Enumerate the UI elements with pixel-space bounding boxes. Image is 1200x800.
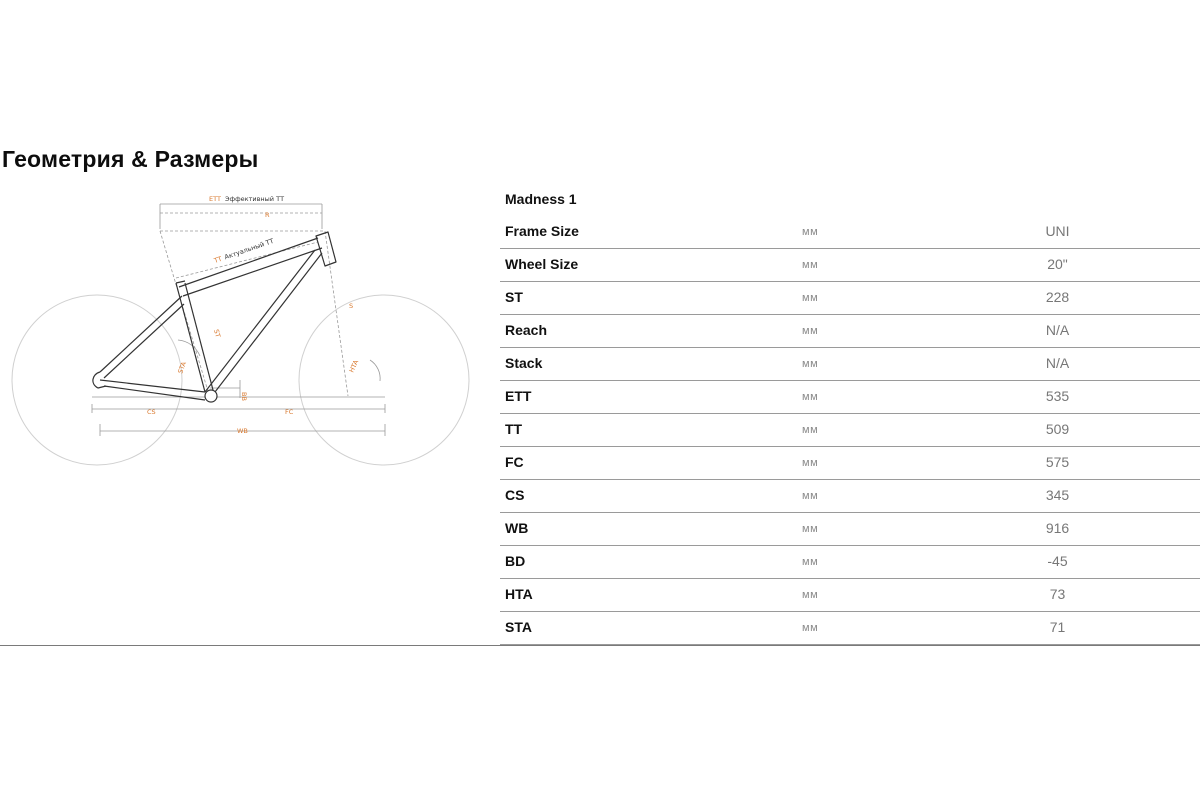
- front-wheel: [299, 295, 469, 465]
- row-value: N/A: [1045, 355, 1070, 371]
- table-row: [500, 579, 1200, 612]
- row-unit: мм: [802, 391, 819, 403]
- row-param-name: HTA: [505, 586, 533, 602]
- row-param-name: ETT: [505, 388, 532, 404]
- row-value: 228: [1045, 289, 1070, 305]
- label-bb: BB: [240, 392, 248, 401]
- row-value: N/A: [1045, 322, 1070, 338]
- model-name: Madness 1: [505, 191, 577, 207]
- row-param-name: TT: [505, 421, 523, 437]
- page-title: Геометрия & Размеры: [2, 146, 259, 172]
- label-st: ST: [212, 328, 222, 339]
- row-param-name: CS: [505, 487, 525, 503]
- row-param-name: FC: [505, 454, 524, 470]
- table-row: [500, 612, 1200, 645]
- table-row: [500, 348, 1200, 381]
- geometry-table: [500, 182, 1200, 645]
- row-param-name: STA: [505, 619, 532, 635]
- row-param-name: Wheel Size: [505, 256, 579, 272]
- row-value: UNI: [1045, 223, 1070, 239]
- rear-wheel: [12, 295, 182, 465]
- table-row: [500, 216, 1200, 249]
- label-cs: CS: [147, 408, 156, 416]
- row-unit: мм: [802, 424, 819, 436]
- label-ett: ETT: [209, 195, 221, 203]
- label-hta: HTA: [347, 358, 361, 374]
- row-value: -45: [1047, 553, 1068, 569]
- table-row: [500, 381, 1200, 414]
- dimension-guides: [92, 204, 385, 436]
- row-unit: мм: [802, 292, 819, 304]
- label-sta: STA: [176, 360, 188, 375]
- table-row: [500, 315, 1200, 348]
- row-value: 535: [1045, 388, 1070, 404]
- row-unit: мм: [802, 589, 819, 601]
- row-param-name: ST: [505, 289, 523, 305]
- row-unit: мм: [802, 523, 819, 535]
- bike-geometry-diagram: [0, 188, 480, 473]
- row-unit: мм: [802, 556, 819, 568]
- row-param-name: Reach: [505, 322, 548, 338]
- row-value: 575: [1045, 454, 1070, 470]
- row-unit: мм: [802, 490, 819, 502]
- table-row: [500, 546, 1200, 579]
- row-unit: мм: [802, 259, 819, 271]
- row-param-name: BD: [505, 553, 526, 569]
- row-unit: мм: [802, 325, 819, 337]
- label-ett-text: Эффективный ТТ: [225, 195, 285, 203]
- row-value: 20": [1047, 256, 1068, 272]
- row-param-name: Frame Size: [505, 223, 579, 239]
- row-unit: мм: [802, 226, 819, 238]
- bottom-divider: [0, 645, 1200, 646]
- label-s: S: [349, 302, 354, 310]
- label-tt: TT: [213, 254, 224, 265]
- table-row: [500, 447, 1200, 480]
- row-value: 509: [1045, 421, 1070, 437]
- table-row: [500, 249, 1200, 282]
- row-param-name: WB: [505, 520, 529, 536]
- row-value: 345: [1045, 487, 1070, 503]
- row-param-name: Stack: [505, 355, 543, 371]
- label-fc: FC: [285, 408, 294, 416]
- row-unit: мм: [802, 358, 819, 370]
- table-row: [500, 282, 1200, 315]
- label-tt-text: Актуальный ТТ: [223, 236, 275, 262]
- dimension-labels: [147, 195, 360, 435]
- row-value: 71: [1049, 619, 1066, 635]
- row-unit: мм: [802, 622, 819, 634]
- table-row: [500, 480, 1200, 513]
- row-value: 73: [1049, 586, 1066, 602]
- geometry-rows: [500, 216, 1200, 645]
- table-row: [500, 414, 1200, 447]
- label-wb: WB: [237, 427, 248, 435]
- row-value: 916: [1045, 520, 1070, 536]
- table-row: [500, 513, 1200, 546]
- row-unit: мм: [802, 457, 819, 469]
- label-r: R: [265, 211, 270, 219]
- bottom-bracket: [205, 390, 217, 402]
